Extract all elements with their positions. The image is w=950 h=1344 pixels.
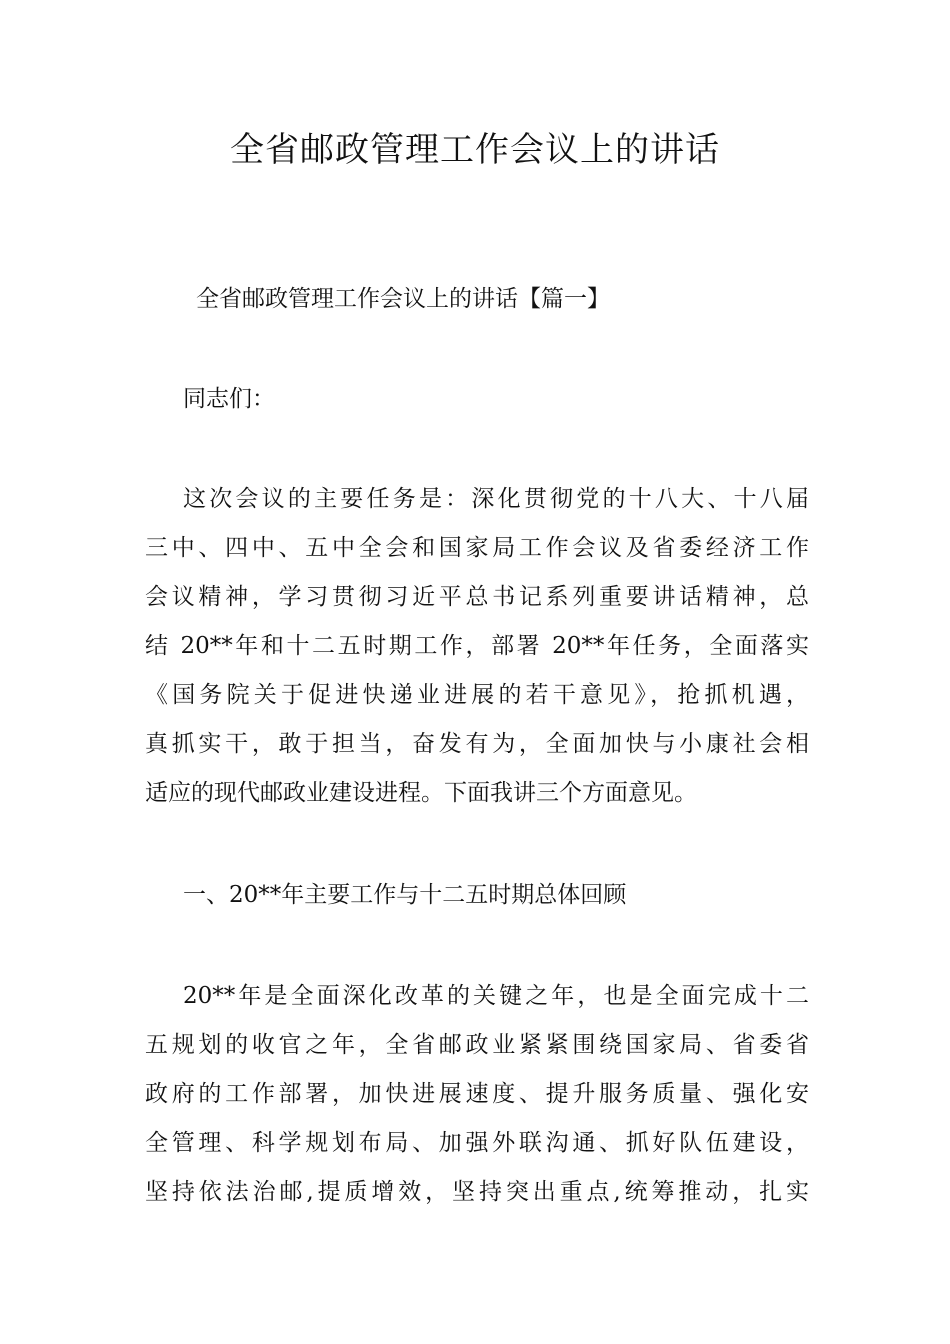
paragraph-line: 会议精神，学习贯彻习近平总书记系列重要讲话精神，总 (145, 584, 809, 610)
paragraph-intro (145, 475, 809, 818)
paragraph-review (145, 972, 809, 1217)
document-title: 全省邮政管理工作会议上的讲话 (230, 130, 720, 170)
paragraph-line: 结 20**年和十二五时期工作，部署 20**年任务，全面落实 (145, 633, 809, 659)
paragraph-line: 《国务院关于促进快递业进展的若干意见》，抢抓机遇， (145, 682, 809, 708)
paragraph-line: 三中、四中、五中全会和国家局工作会议及省委经济工作 (145, 535, 809, 561)
section-heading: 一、20**年主要工作与十二五时期总体回顾 (183, 882, 627, 908)
paragraph-line: 五规划的收官之年，全省邮政业紧紧围绕国家局、省委省 (145, 1032, 809, 1058)
paragraph-line: 适应的现代邮政业建设进程。下面我讲三个方面意见。 (145, 780, 697, 806)
paragraph-line: 坚持依法治邮,提质增效，坚持突出重点,统筹推动，扎实 (145, 1179, 809, 1205)
paragraph-line: 全管理、科学规划布局、加强外联沟通、抓好队伍建设， (145, 1130, 809, 1156)
greeting: 同志们： (183, 386, 275, 412)
paragraph-line: 政府的工作部署，加快进展速度、提升服务质量、强化安 (145, 1081, 809, 1107)
paragraph-line: 真抓实干，敢于担当，奋发有为，全面加快与小康社会相 (145, 731, 809, 757)
paragraph-line: 20**年是全面深化改革的关键之年，也是全面完成十二 (183, 983, 809, 1009)
document-subtitle: 全省邮政管理工作会议上的讲话【篇一】 (196, 286, 610, 312)
paragraph-line: 这次会议的主要任务是：深化贯彻党的十八大、十八届 (183, 486, 809, 512)
